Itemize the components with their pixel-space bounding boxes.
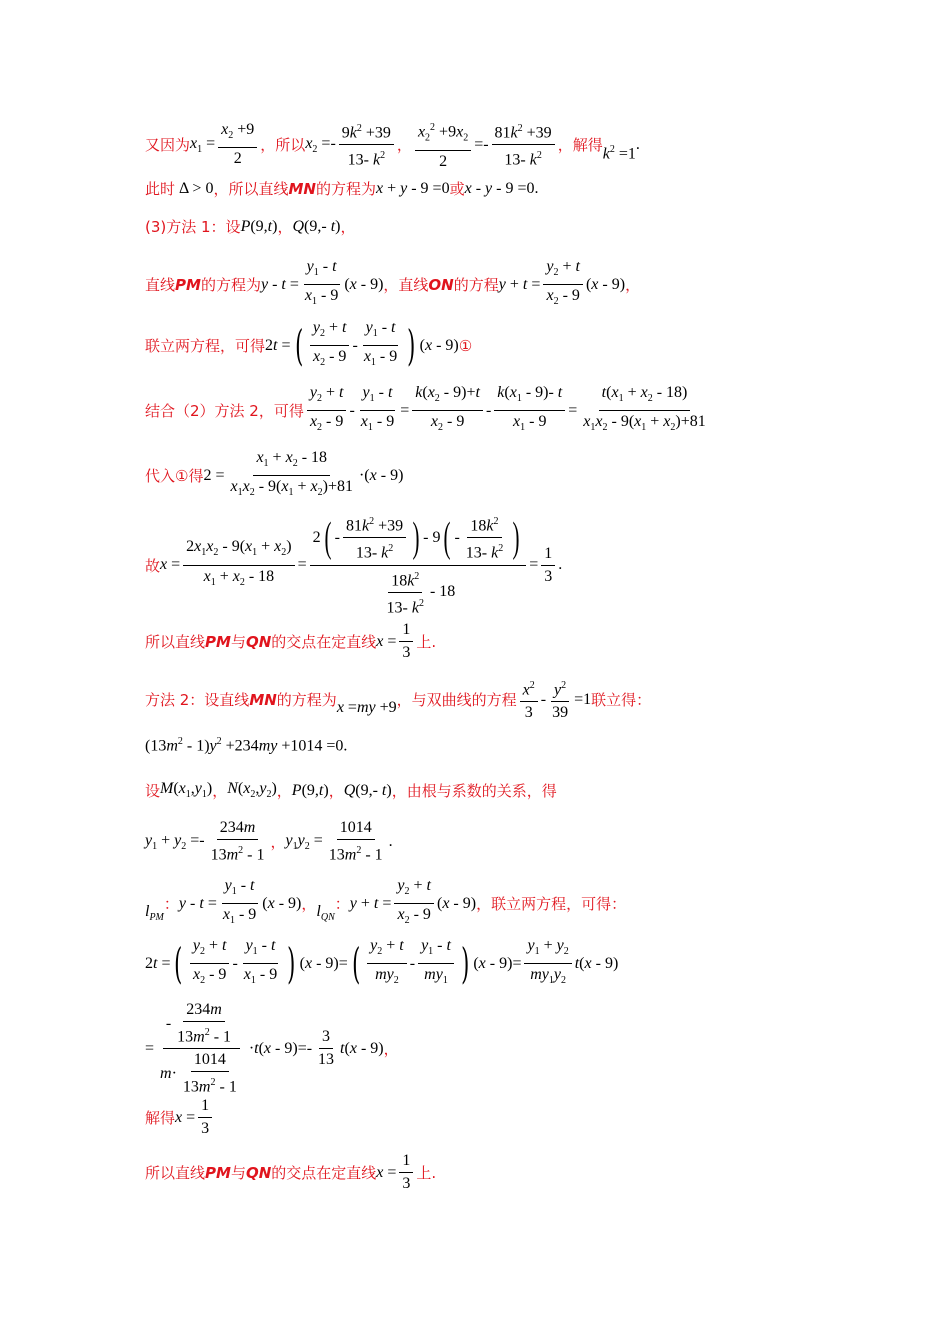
text: MN	[249, 690, 277, 709]
text: 的交点在定直线	[271, 1164, 377, 1182]
line-2: 此时 Δ > 0 ，所以直线 MN 的方程为 x + y - 9 =0 或 x - y - 9 =0.	[145, 179, 539, 198]
text: 所以直线	[145, 633, 206, 651]
line-5: 联立两方程，可得 2t = ( $\frac{y_2 + t}{x_2 - 9}$ - $\frac{y_1 - t}{x_1 - 9}$ ) (x - 9) ①	[145, 319, 473, 370]
text: 的方程	[453, 276, 499, 295]
line-10: 方法 2：设直线 MN 的方程为 x =my +9 ，与双曲线的方程 $\frac{x^2}{3}$ - $\frac{y^2}{39}$ =1 联立得：	[145, 676, 651, 723]
text: ON	[428, 275, 454, 294]
text: PM	[205, 1163, 231, 1182]
text: 联立得：	[591, 691, 652, 710]
text: 的方程为	[315, 180, 376, 198]
text: ，联立两方程，可得：	[476, 895, 627, 914]
text: ，直线	[383, 276, 429, 295]
text: QN	[245, 1163, 272, 1182]
text: 结合（2）方法 2，可得	[145, 402, 304, 421]
text: 解得	[145, 1109, 176, 1127]
line-4: 直线 PM 的方程为 y - t = $\frac{y_1 - t}{x_1 - 9}$ (x - 9) ，直线 ON 的方程 y + t = $\frac{y_2 + t}{x_2 - 9}$ (x - 9) ，	[145, 258, 641, 308]
line-1: 又因为 $x_1$ = $\frac{x_2 +9}{2}$ ，所以 $x_2$ =- $\frac{9k^2 +39}{13- k^2}$ ， $\frac{x_2^2 +9x_2}{2}$ =- $\frac{81k^2 +39}{13- k^2}$ ，解得 $k^2 =1$ .	[145, 118, 640, 172]
text: ，由根与系数的关系，得	[391, 782, 557, 800]
line-14: $l_{PM}$ ： y - t = $\frac{y_1 - t}{x_1 - 9}$ (x - 9) ， $l_{QN}$ ： y + t = $\frac{y_2 + t}{x_2 - 9}$ (x - 9) ，联立两方程，可得：	[145, 877, 627, 927]
line-7: 代入①得 2 = $\frac{x_1 + x_2 - 18}{x_1x_2 - 9(x_1 + x_2)+81}$ ·(x - 9)	[145, 449, 404, 499]
text: 又因为	[145, 136, 191, 155]
text: QN	[245, 632, 272, 651]
text: PM	[175, 275, 201, 294]
text: 所以直线	[145, 1164, 206, 1182]
text: 代入①得	[145, 467, 204, 486]
text: ①	[458, 336, 473, 355]
text: 上.	[416, 1164, 437, 1182]
text: 的方程为	[276, 691, 337, 710]
line-13: $y_1 + y_2$ =- $\frac{234m}{13m^2 - 1}$ ， $y_1y_2$ = $\frac{1014}{13m^2 - 1}$ .	[145, 819, 393, 864]
line-17: 解得 x = $\frac{1}{3}$	[145, 1096, 215, 1139]
text: 直线	[145, 276, 176, 295]
text: ，	[396, 136, 412, 155]
text: (3)方法 1：设	[145, 218, 241, 236]
text: ，所以直线	[213, 180, 289, 198]
line-11: $(13m^2 - 1)y^2 +234my +1014 =0$.	[145, 736, 348, 755]
text: 此时	[145, 180, 176, 198]
text: 联立两方程，可得	[145, 337, 266, 356]
text: ，与双曲线的方程	[396, 691, 517, 710]
text: 方法 2：设直线	[145, 691, 250, 710]
line-9: 所以直线 PM 与 QN 的交点在定直线 x = $\frac{1}{3}$ 上.	[145, 621, 437, 661]
line-6: 结合（2）方法 2，可得 $\frac{y_2 + t}{x_2 - 9}$ - $\frac{y_1 - t}{x_1 - 9}$ = $\frac{k(x_2 - 9)+t}{x_2 - 9}$ - $\frac{k(x_1 - 9)- t}{x_1 - 9}$ = $\frac{t(x_1 + x_2 - 18)}{x_1x_2 - 9(x_1 + x_2)+81}$	[145, 384, 706, 434]
line-15: 2t = ( $\frac{y_2 + t}{x_2 - 9}$ - $\frac{y_1 - t}{x_1 - 9}$ ) (x - 9)= ( $\frac{y_2 + t}{my_2}$ - $\frac{y_1 - t}{my_1}$ ) (x - 9)= $\frac{y_1 + y_2}{my_1y_2}$ t(x - 9)	[145, 937, 619, 988]
text: 的交点在定直线	[271, 633, 377, 651]
text: PM	[205, 632, 231, 651]
text: 设	[145, 782, 161, 800]
text: 故	[145, 556, 161, 575]
line-18: 所以直线 PM 与 QN 的交点在定直线 x = $\frac{1}{3}$ 上.	[145, 1152, 437, 1192]
text: 与	[230, 633, 246, 651]
text: 上.	[416, 633, 437, 651]
text: 或	[449, 180, 465, 198]
line-8: 故 x = $\frac{2x_1x_2 - 9(x_1 + x_2)}{x_1 + x_2 - 18}$ = 2 ( - $\frac{81k^2 +39}{13- k^2}$ ) - 9 ( - $\frac{18k^2}{13- k^2}$ ) $\frac{18k^2}{13- k^2}$ - 18 = $\frac{1}{3}$ .	[145, 512, 562, 618]
text: MN	[288, 179, 316, 198]
text: 的方程为	[200, 276, 261, 295]
line-16: = - $\frac{234m}{13m^2 - 1}$ m · $\frac{1014}{13m^2 - 1}$ ·t(x - 9)=- $\frac{3}{13}$ t(x - 9) ，	[145, 1001, 399, 1096]
line-3: (3)方法 1：设 P(9,t) ， Q(9,- t) ，	[145, 217, 356, 236]
text: ，所以	[260, 136, 306, 155]
text: 与	[230, 1164, 246, 1182]
line-12: 设 $M(x_1,y_1)$ ， $N(x_2,y_2)$ ， P(9,t) ， Q(9,- t) ，由根与系数的关系，得	[145, 780, 557, 801]
text: ，解得	[557, 136, 603, 155]
